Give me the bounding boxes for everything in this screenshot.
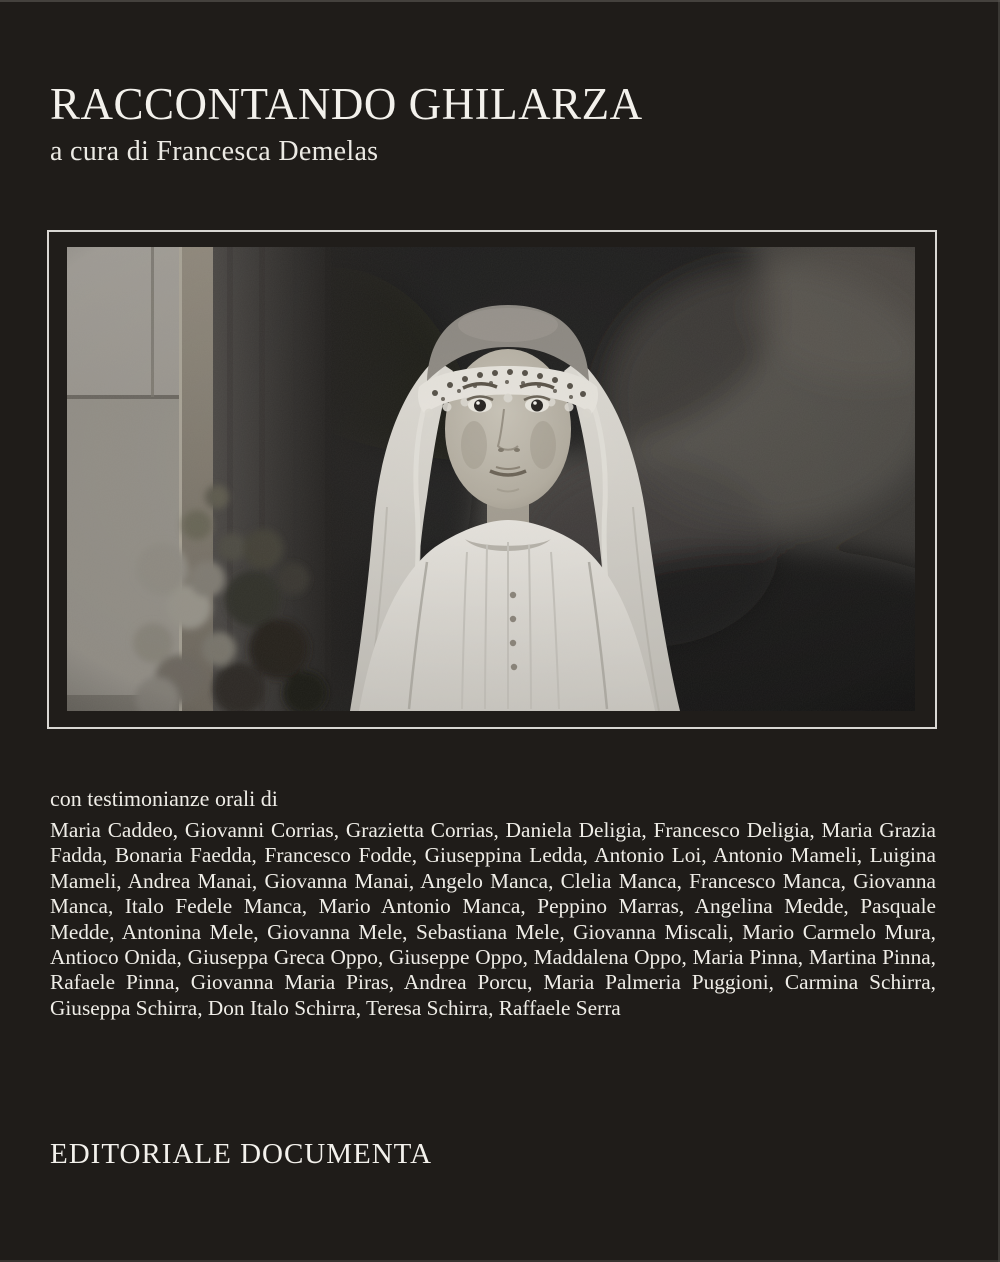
- publisher-name: EDITORIALE DOCUMENTA: [50, 1138, 433, 1170]
- cover-photo: [67, 247, 915, 711]
- testimonies-names: Maria Caddeo, Giovanni Corrias, Grazietta Corrias, Daniela Deligia, Francesco Deligia, Maria Grazia Fadda, Bonaria Faedda, Francesco Fodde, Giuseppina Ledda, Antonio Loi, Antonio Mameli, Luigina Mameli, Andrea Manai, Giovanna Manai, Angelo Manca, Clelia Manca, Francesco Manca, Giovanna Manca, Italo Fedele Manca, Mario Antonio Manca, Peppino Marras, Angelina Medde, Pasquale Medde, Antonina Mele, Giovanna Mele, Sebastiana Mele, Giovanna Miscali, Mario Carmelo Mura, Antioco Onida, Giuseppa Greca Oppo, Giuseppe Oppo, Maddalena Oppo, Maria Pinna, Martina Pinna, Rafaele Pinna, Giovanna Maria Piras, Andrea Porcu, Maria Palmeria Puggioni, Carmina Schirra, Giuseppa Schirra, Don Italo Schirra, Teresa Schirra, Raffaele Serra: [50, 818, 936, 1020]
- scan-edge-top: [0, 0, 1000, 2]
- photo-grain: [67, 247, 915, 711]
- testimonies-intro: con testimonianze orali di: [50, 786, 278, 811]
- book-title: RACCONTANDO GHILARZA: [50, 79, 643, 129]
- book-subtitle: a cura di Francesca Demelas: [50, 136, 379, 167]
